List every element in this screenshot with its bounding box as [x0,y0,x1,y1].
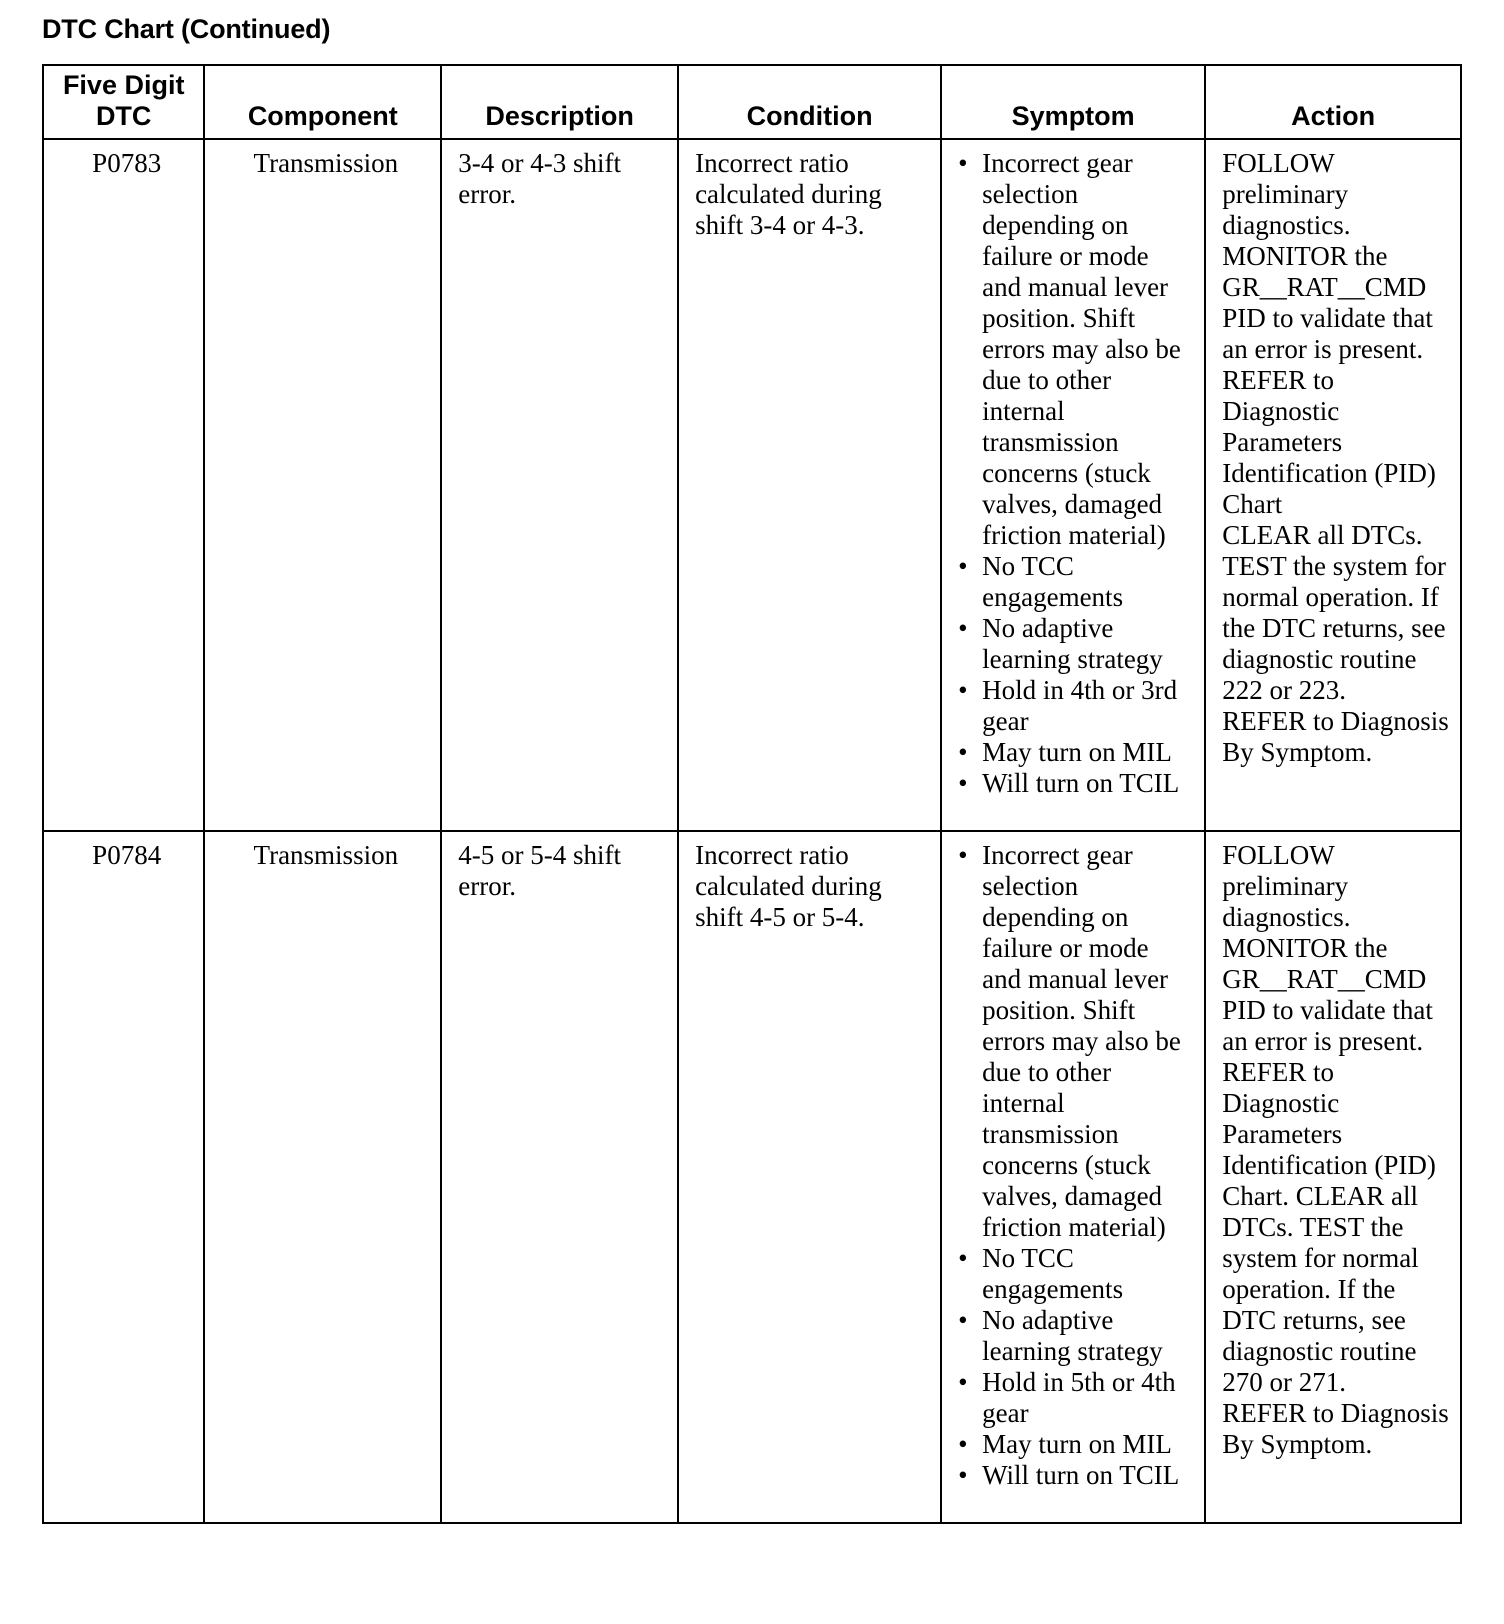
symptom-item: • Will turn on TCIL [958,1460,1194,1491]
description-cell: 3-4 or 4-3 shift error. [441,139,678,831]
header-component: Component [204,65,441,139]
symptom-item: • May turn on MIL [958,1429,1194,1460]
component-cell: Transmission [204,831,441,1523]
dtc-table [42,64,1462,1524]
symptom-item: • May turn on MIL [958,737,1194,768]
condition-cell: Incorrect ratio calculated during shift 3-4 or 4-3. [678,139,941,831]
action-text: FOLLOW preliminary diagnostics. MONITOR the GR__RAT__CMD PID to validate that an error is present. REFER to Diagnostic Parameters Identification (PID) Chart. CLEAR all DTCs. TEST the system for normal operation. If the DTC returns, see diagnostic routine 270 or 271. [1222,840,1436,1397]
symptom-item: • Incorrect gear selection depending on failure or mode and manual lever position. Shift errors may also be due to other internal transmission concerns (stuck valves, damaged friction material) [958,148,1194,551]
header-dtc-line1: Five Digit [62,70,185,100]
symptom-list [958,148,1194,799]
symptom-item: • No adaptive learning strategy [958,613,1194,675]
symptom-item: • Hold in 4th or 3rd gear [958,675,1194,737]
table-row [43,139,1461,831]
condition-cell: Incorrect ratio calculated during shift 4-5 or 5-4. [678,831,941,1523]
action-text: REFER to Diagnosis By Symptom. [1222,1398,1449,1459]
symptom-list [958,840,1194,1491]
symptom-item: • No adaptive learning strategy [958,1305,1194,1367]
symptom-item: • Incorrect gear selection depending on failure or mode and manual lever position. Shift errors may also be due to other internal transmission concerns (stuck valves, damaged friction material) [958,840,1194,1243]
action-text: CLEAR all DTCs. TEST the system for normal operation. If the DTC returns, see diagnostic routine 222 or 223. [1222,520,1446,705]
symptom-item: • Will turn on TCIL [958,768,1194,799]
table-header-row [43,65,1461,139]
table-row [43,831,1461,1523]
dtc-code-cell: P0784 [43,831,204,1523]
symptom-cell [941,831,1205,1523]
header-action: Action [1205,65,1461,139]
action-text: REFER to Diagnosis By Symptom. [1222,706,1449,767]
symptom-cell [941,139,1205,831]
symptom-item: • Hold in 5th or 4th gear [958,1367,1194,1429]
header-dtc-line2: DTC [95,101,152,131]
header-condition: Condition [678,65,941,139]
action-cell [1205,831,1461,1523]
symptom-item: • No TCC engagements [958,551,1194,613]
header-symptom: Symptom [941,65,1205,139]
symptom-item: • No TCC engagements [958,1243,1194,1305]
header-five-digit-dtc [43,65,204,139]
header-description: Description [441,65,678,139]
component-cell: Transmission [204,139,441,831]
page-title: DTC Chart (Continued) [42,14,331,44]
action-text: FOLLOW preliminary diagnostics. MONITOR the GR__RAT__CMD PID to validate that an error is present. REFER to Diagnostic Parameters Identification (PID) Chart [1222,148,1436,519]
description-cell: 4-5 or 5-4 shift error. [441,831,678,1523]
action-cell [1205,139,1461,831]
dtc-code-cell: P0783 [43,139,204,831]
